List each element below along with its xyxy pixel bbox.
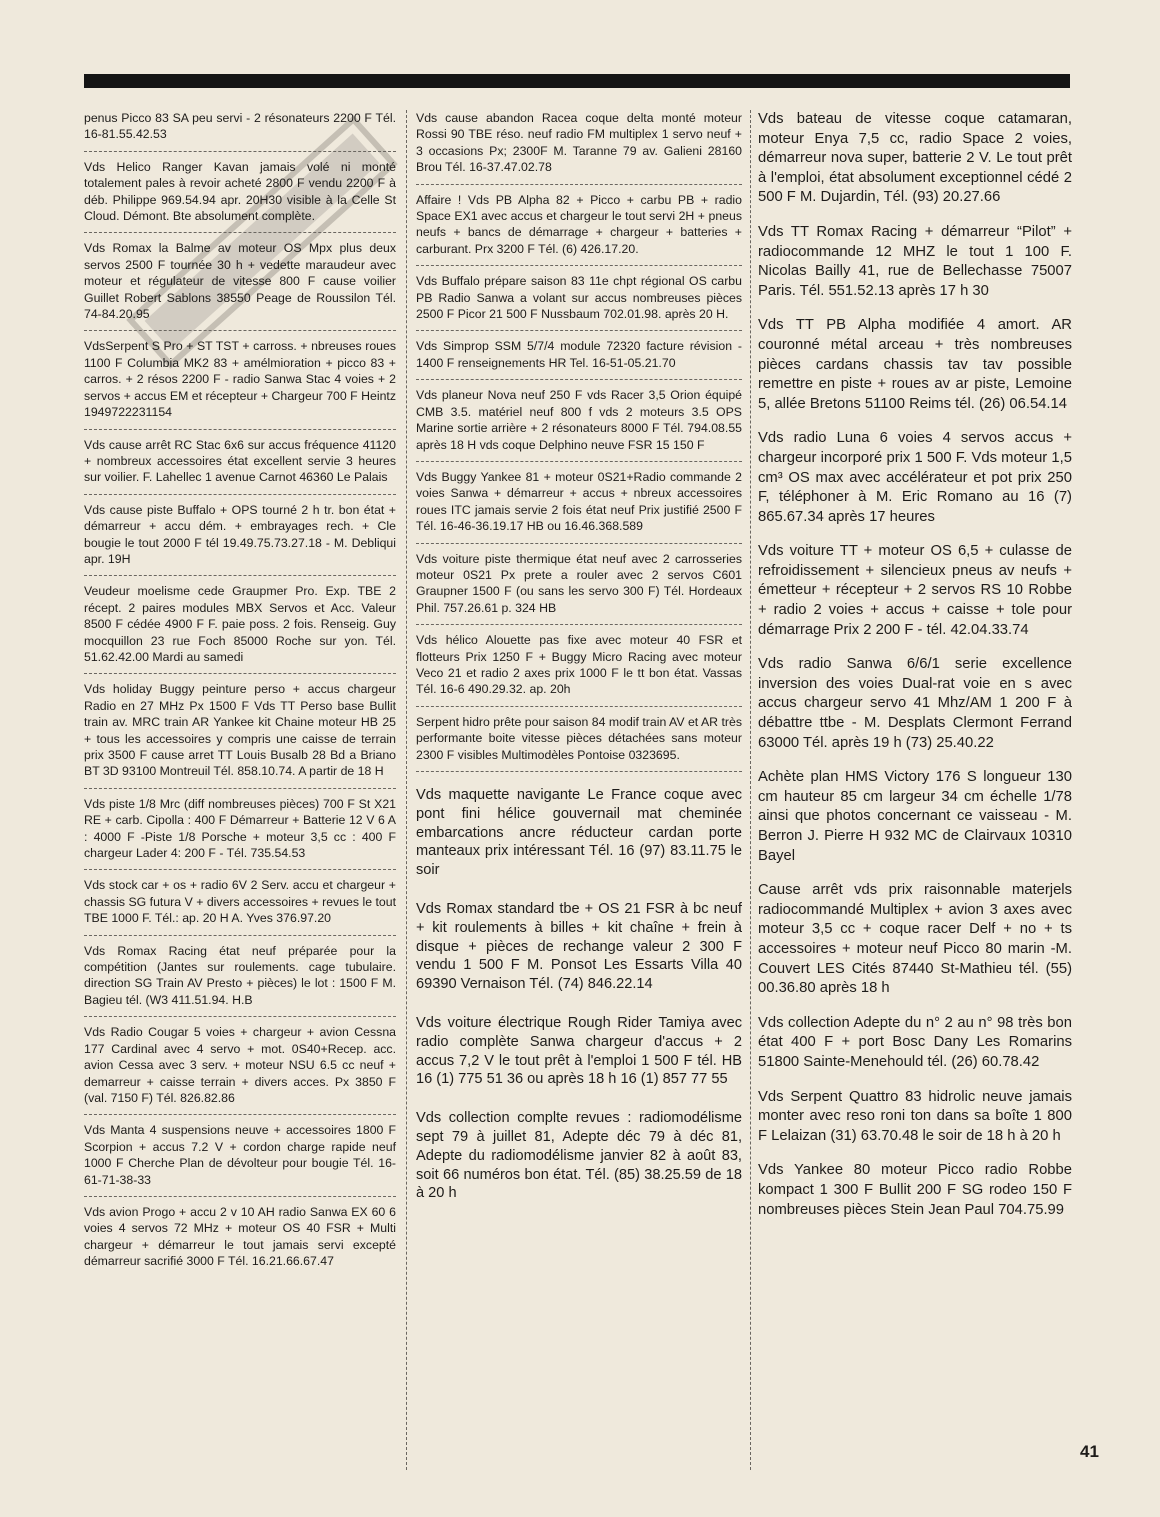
classified-ad: Vds maquette navigante Le France coque avec pont fini hélice gouvernail mat cheminée embarcations ancre réducteur cardan porte manteaux prix intéressant Tél. 16 (97) 83.11.75 le soir [416,787,742,879]
classified-ad: Achète plan HMS Victory 176 S longueur 130 cm hauteur 85 cm largeur 34 cm échelle 1/78 ainsi que photos concernant ce vaisseau - M. Berron J. Pierre H 932 MC de Clairvaux 10310 Bayel [758,769,1072,864]
classified-column-1 [84,110,396,1285]
classified-ad: penus Picco 83 SA peu servi - 2 résonateurs 2200 F Tél. 16-81.55.42.53 [84,110,396,152]
classified-ad: Vds collection complte revues : radiomodélisme sept 79 à juillet 81, Adepte déc 79 à déc 81, Adepte du radiomodélisme janvier 82 à août 83, soit 66 numéros bon état. Tél. (85) 38.25.59 de 18 à 20 h [416,1110,742,1202]
classified-ad: Vds radio Luna 6 voies 4 servos accus + chargeur incorporé prix 1 500 F. Vds moteur 1,5 cm³ OS max avec accélérateur et pot prix 250 F, téléphoner à M. Eric Romano au 16 (7) 865.67.34 après 17 heures [758,430,1072,525]
classified-ad: Veudeur moelisme cede Graupmer Pro. Exp. TBE 2 récept. 2 paires modules MBX Servos et Acc. Valeur 8500 F cédée 4900 F F. paie poss. 2 fois. Renseig. Guy mocquillon 23 rue Foch 85000 Roche sur yon. Tél. 51.62.42.00 Mardi au samedi [84,583,396,674]
classified-ad: Vds voiture électrique Rough Rider Tamiya avec radio complète Sanwa chargeur d'accus + 2 accus 7,2 V le tout prêt à l'emploi 1 500 F tél. HB 16 (1) 775 51 36 ou après 18 h 16 (1) 857 77 55 [416,1014,742,1088]
classified-ad: Vds Romax Racing état neuf préparée pour la compétition (Jantes sur roulements. cage tubulaire. direction SG Train AV Presto + pièces) le lot : 1500 F M. Bagieu tél. (W3 411.51.94. H.B [84,943,396,1018]
classified-ad: VdsSerpent S Pro + ST TST + carross. + nbreuses roues 1100 F Columbia MK2 83 + amélmioration + picco 83 + carros. + 2 résos 2200 F - radio Sanwa Stac 4 voies + 2 servos + accus EM et récepteur + Chargeur 700 F Heintz 1949722231154 [84,338,396,429]
header-rule [84,74,1070,88]
classified-ad: Vds bateau de vitesse coque catamaran, moteur Enya 7,5 cc, radio Space 2 voies, démarreur nova super, batterie 2 V. Le tout prêt à l'emploi, état absolument exceptionnel cédé 2 500 F M. Dujardin, Tél. (93) 20.27.66 [758,111,1072,206]
classified-column-2 [416,110,742,1223]
classified-ad: Vds Serpent Quattro 83 hidrolic neuve jamais monter avec reso roni ton dans sa boîte 1 800 F Lelaizan (31) 63.70.48 le soir de 18 h à 20 h [758,1088,1072,1144]
classified-ad: Vds hélico Alouette pas fixe avec moteur 40 FSR et flotteurs Prix 1250 F + Buggy Micro Racing avec moteur Veco 21 et radio 2 axes prix 1000 F le tt bon état. Vassas Tél. 16-6 490.29.32. ap. 20h [416,632,742,707]
classified-ad: Vds cause arrêt RC Stac 6x6 sur accus fréquence 41120 + nombreux accessoires état excellent servie 3 heures sur voilier. F. Lahellec 1 avenue Carnot 46360 Le Palais [84,437,396,495]
classified-ad: Vds TT PB Alpha modifiée 4 amort. AR couronné métal arceau + très nombreuses pièces cardans chassis tav tav possible remettre en piste + roues av ar piste, Lemoine 5, allée Bretons 51100 Reims tél. (26) 06.54.14 [758,317,1072,412]
classified-column-3 [758,110,1072,1235]
column-divider [750,110,752,1470]
page-number: 41 [1080,1442,1099,1461]
classified-ad: Vds Yankee 80 moteur Picco radio Robbe kompact 1 300 F Bullit 200 F SG rodeo 150 F nombreuses pièces Stein Jean Paul 704.75.99 [758,1162,1072,1218]
classified-ad: Vds voiture piste thermique état neuf avec 2 carrosseries moteur 0S21 Px prete a rouler avec 2 servos C601 Graupner 1500 F (ou sans les servo 300 F) Tél. Hordeaux Phil. 757.26.61 p. 324 HB [416,551,742,626]
classified-ad: Vds Buffalo prépare saison 83 11e chpt régional OS carbu PB Radio Sanwa a volant sur accus nombreuses pièces 2500 F Picor 21 500 F Nussbaum 702.01.98. après 20 H. [416,273,742,331]
classified-ad: Vds Radio Cougar 5 voies + chargeur + avion Cessna 177 Cardinal avec 4 servo + mot. 0S40+Recep. acc. avion Cessa avec 3 serv. + moteur NSU 6.5 cc neuf + demarreur + caisse terrain + divers acces. Px 3850 F (val. 7150 F) Tél. 826.82.86 [84,1024,396,1115]
classified-ad: Vds piste 1/8 Mrc (diff nombreuses pièces) 700 F St X21 RE + carb. Cipolla : 400 F Démarreur + Batterie 12 V 6 A : 4000 F -Piste 1/8 Porsche + moteur 3,5 cc : 400 F chargeur Lader 4: 200 F - Tél. 735.54.53 [84,796,396,871]
classified-ad: Vds radio Sanwa 6/6/1 serie excellence inversion des voies Dual-rat voie en s avec accus chargeur servo 41 Mhz/AM 1 200 F à débattre ttbe - M. Desplats Clermont Ferrand 63000 Tél. après 19 h (73) 25.40.22 [758,656,1072,751]
classified-ad: Vds TT Romax Racing + démarreur “Pilot” + radiocommande 12 MHZ le tout 1 100 F. Nicolas Bailly 41, rue de Bellechasse 75007 Paris. Tél. 551.52.13 après 17 h 30 [758,223,1072,299]
classified-ad: Vds collection Adepte du n° 2 au n° 98 très bon état 400 F + port Bosc Dany Les Romarins 51800 Sainte-Menehould tél. (26) 60.78.42 [758,1014,1072,1070]
classified-ad: Vds cause piste Buffalo + OPS tourné 2 h tr. bon état + démarreur + accu dém. + embrayages rech. + Cle bougie le tout 2000 F tél 19.49.75.73.27.18 - M. Debliqui apr. 19H [84,502,396,577]
classified-ad: Vds Simprop SSM 5/7/4 module 72320 facture révision - 1400 F renseignements HR Tel. 16-51-05.21.70 [416,338,742,380]
classified-ad: Vds avion Progo + accu 2 v 10 AH radio Sanwa EX 60 6 voies 4 servos 72 MHz + moteur OS 40 FSR + Multi chargeur + démarreur le tout jamais servi excepté démarreur sacrifié 3000 F Tél. 16.21.66.67.47 [84,1204,396,1269]
classified-ad: Vds cause abandon Racea coque delta monté moteur Rossi 90 TBE réso. neuf radio FM multiplex 1 servo neuf + 3 occasions Px; 2300F M. Taranne 79 av. Galieni 28160 Brou Tél. 16-37.47.02.78 [416,110,742,185]
classified-ad: Vds Helico Ranger Kavan jamais volé ni monté totalement pales à revoir acheté 2800 F vendu 2200 F à déb. Philippe 969.54.94 apr. 20H30 visible à la Celle St Cloud. Démont. Bte absolument complète. [84,159,396,234]
classified-ad: Vds Romax standard tbe + OS 21 FSR à bc neuf + kit roulements à billes + kit chaîne + frein à disque + pièces de rechange valeur 2 300 F vendu 1 500 F M. Ponsot Les Essarts Villa 40 69390 Vernaison Tél. (74) 846.22.14 [416,900,742,993]
classified-ad: Vds Buggy Yankee 81 + moteur 0S21+Radio commande 2 voies Sanwa + démarreur + accus + nbreux accessoires roues ITC jamais servie 2 fois état neuf Prix justifié 2500 F Tél. 16-46-36.19.17 HB ou 16.46.368.589 [416,469,742,544]
classified-ad: Vds voiture TT + moteur OS 6,5 + culasse de refroidissement + silencieux pneus av neufs + émetteur + récepteur + 2 servos RS 10 Robbe + radio 2 voies + accus + caisse + tole pour démarrage Prix 2 200 F - tél. 42.04.33.74 [758,543,1072,638]
classified-ad: Serpent hidro prête pour saison 84 modif train AV et AR très performante boite vitesse pièces détachées sans moteur 2300 F visibles Multimodèles Pontoise 0323695. [416,714,742,772]
classified-ad: Vds Romax la Balme av moteur OS Mpx plus deux servos 2500 F tournée 30 h + vedette maraudeur avec moteur et régulateur de vitesse 800 F cause voilier Guillet Robert Sablons 38550 Peage de Roussilon Tél. 74-84.20.95 [84,240,396,331]
column-divider [406,110,408,1470]
classified-ad: Vds stock car + os + radio 6V 2 Serv. accu et chargeur + chassis SG futura V + divers accessoires + revues le tout TBE 1000 F. Tél.: ap. 20 H A. Yves 376.97.20 [84,877,396,935]
classified-ad: Affaire ! Vds PB Alpha 82 + Picco + carbu PB + radio Space EX1 avec accus et chargeur le tout servi 2H + pneus neufs + bancs de démarrage + chargeur + batteries + carburant. Prx 3200 F Tél. (6) 426.17.20. [416,192,742,267]
classified-ad: Vds Manta 4 suspensions neuve + accessoires 1800 F Scorpion + accus 7.2 V + cordon charge rapide neuf 1000 F Cherche Plan de dévolteur pour bougie Tél. 16-61-71-38-33 [84,1122,396,1197]
classified-ad: Vds planeur Nova neuf 250 F vds Racer 3,5 Orion équipé CMB 3.5. matériel neuf 800 f vds 2 moteurs 3.5 OPS Marine sortie arrière + 2 résonateurs 8000 F Tél. 794.08.55 après 18 H vds coque Delphino neuve FSR 15 150 F [416,387,742,462]
classified-ad: Vds holiday Buggy peinture perso + accus chargeur Radio en 27 MHz Px 1500 F Vds TT Perso base Bullit train av. MRC train AR Yankee kit Chaine moteur HB 25 + tous les accessoires y compris une caisse de terrain prix 3500 F cause arret TT Louis Busalb 28 Bd a Briano BT 3D 93100 Montreuil Tél. 858.10.74. A partir de 18 H [84,681,396,788]
classified-ad: Cause arrêt vds prix raisonnable materjels radiocommandé Multiplex + avion 3 axes avec moteur 3,5 cc + coque racer Delf + no + ts accessoires + moteur neuf Picco 80 marin -M. Couvert LES Cités 87440 St-Mathieu tél. (55) 00.36.80 après 18 h [758,882,1072,997]
